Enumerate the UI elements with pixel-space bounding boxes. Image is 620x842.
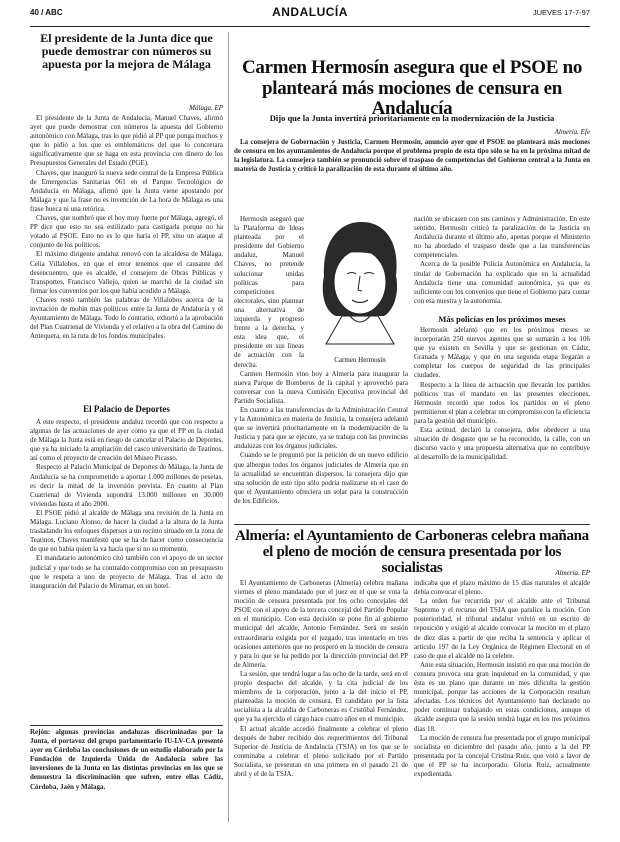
left-paragraph: Respecto al Palacio Municipal de Deportes de Málaga, la Junta de Andalucía se ha comprometido a aportar 1.000 millones de pesetas, es decir la mitad de la inversión prevista. En cuanto al Plan Cuatrienal de Vivienda supondrá 13.000 millones en 30.000 viviendas hasta el año 2000. — [30, 463, 223, 508]
left-subhead: El Palacio de Deportes — [83, 404, 170, 414]
second-paragraph: La sesión, que tendrá lugar a las ocho de la tarde, será en el propio despacho del alcalde, y la cita judicial de los miembros de la corporación, junto a la del inicio el PP, planteadas la moción de censura. El candidato por la lista socialista a la alcaldía de Carboneras es Cristóbal Fernández, que ya ha ejercido el cargo hace cuatro años en el municipio. — [234, 669, 408, 724]
main-paragraph: Carmen Hermosín vino hoy a Almería para inaugurar la nueva Parque de Bomberos de la capital y aprovechó para conversar con la nueva Comisión Ejecutiva provincial del Partido Socialista. — [234, 369, 408, 405]
main-column-2a — [414, 215, 590, 310]
issue-date: JUEVES 17-7-97 — [532, 8, 590, 17]
left-paragraph: El mandatario autonómico citó también con el apoyo de un sector judicial y que todo se ha contraído compromiso con un presupuesto que le respeta a uno de proyecto de Málaga. Tras el acto de inauguración del Palacio de Miramar, en un hotel. — [30, 554, 223, 590]
main-paragraph: En cuanto a las transferencias de la Administración Central y la Autonómica en materia de Justicia, la consejera adelantó que se invertirá prioritariamente en la modernización de la Justicia y para que se ejecute, ya se trabaja con las provincias andaluzas con los órganos judiciales. — [234, 405, 408, 451]
second-paragraph: El actual alcalde accedió finalmente a celebrar el pleno después de haber recibido dos requerimientos del Tribunal Superior de Justicia de Andalucía (TSJA) en los que se le conminaba a celebrar el pleno solicitado por el Partido Socialista, se presentan en una primera en el pasado 21 de abril y el de la TSJA. — [234, 724, 408, 778]
main-lead — [234, 138, 590, 212]
story-divider — [234, 524, 590, 525]
main-subhead: Más policías en los próximos meses — [438, 314, 566, 324]
box-text: Rejón: algunas provincias andaluzas discriminadas por la Junta, el portavoz del grupo parlamentario IU-LV-CA presentó ayer en Córdoba las conclusiones de un estudio elaborado por la Fundación de Izquierda Unida de Andalucía sobre las inversiones de la Junta en las distintas provincias en los que se demuestra la discriminación que sufren, entre ellas Cádiz, Córdoba, Jaén y Málaga. — [30, 728, 223, 791]
column-divider — [228, 32, 229, 822]
main-subtitle: Dijo que la Junta invertirá prioritariamente en la modernización de la Justicia — [269, 113, 555, 123]
second-column-2 — [414, 579, 590, 819]
portrait-caption: Carmen Hermosín — [334, 356, 386, 364]
section-title: ANDALUCÍA — [272, 5, 348, 19]
left-headline: El presidente de la Junta dice que puede demostrar con números su apuesta por la mejora de Málaga — [40, 31, 213, 71]
main-headline: Carmen Hermosín asegura que el PSOE no planteará más mociones de censura en Andalucía — [241, 57, 583, 120]
left-paragraph: El presidente de la Junta de Andalucía, Manuel Chaves, afirmó ayer que puede demostrar con números la apuesta del Gobierno autonómico con Málaga, tras lo que pidió al PP que ponga muchos y que lo pidió a los que es emblemáticos del que lo concretara significativamente que se haga en esta provincia con dinero de los Presupuestos Generales del Estado (PGE). — [30, 114, 223, 168]
left-paragraph: Chaves restó también las palabras de Villalobos acerca de la invitación de mohín mas políticos entre la Junta de Andalucía y el Ayuntamiento de Málaga. Todo lo contrario, exhortó a la aprobación del Plan Cuatrienal de Vivienda y el relativo a la obra del Camino de Antequera, en la ruta de los fondos municipales. — [30, 295, 223, 341]
second-paragraph: El Ayuntamiento de Carboneras (Almería) celebra mañana viernes el pleno mandatado por el juez en el que se vota la moción de censura presentada por los ocho concejales del PSOE con el apoyo de la tercera concejal del Partido Popular en el municipio. Con esta decisión se pone fin al gobierno municipal del alcalde, Antonio Fernández. Será en sesión extraordinaria exigida por el juzgado, tras intentarlo en tres ocasiones anteriores que no prosperó en la moción de censura y para lo que se ha pedido por la dirección provincial del PP de Almería. — [234, 579, 408, 669]
second-headline: Almería: el Ayuntamiento de Carboneras celebra mañana el pleno de moción de censura presentada por los socialistas — [235, 528, 589, 577]
second-paragraph: indicaba que el plazo máximo de 15 días naturales el alcalde debía convocar el pleno. — [414, 579, 590, 597]
second-paragraph: Ante esta situación, Hermosín insistió en que una moción de censura provoca una gran inquietud en la comunidad, y que ésta es un plano que durante un mes dificulta la gestión municipal, porque las acciones de la Corporación resultan afectadas. Los técnicos del Ayuntamiento han declarado no poder continuar trabajando en estas condiciones, aunque el alcalde asegura que la sesión tendrá lugar en los tres próximos días 18. — [414, 660, 590, 733]
main-paragraph: Acerca de la posible Policía Autonómica en Andalucía, la titular de Gobernación ha explicado que en la actualidad Andalucía tiene una comunidad autonómica, ya que es suficiente con los convenios que tiene el Gobierno para contar con esa nuestra y la autonomía. — [414, 260, 590, 305]
box-rule — [30, 725, 223, 726]
main-paragraph: Cuando se le preguntó por la petición de un nuevo edificio que albergue todos los órganos judiciales de Almería que en la actualidad se encuentran dispersos, la consejera dijo que una solución de este tipo sólo podría realizarse en el caso de que el Ayuntamiento ofreciera un solar para la construcción de los Edificios. — [234, 451, 408, 505]
main-column-2b — [414, 326, 590, 520]
left-paragraph: Chaves, que nombró que el hoy muy fuerte por Málaga, agregó, el PP dice que esto no sea estilizado para castigarla porque no ha votado al PSOE. Esto no es lo que haría el PP, sino un ataque al conjunto de los políticos. — [30, 214, 223, 250]
main-paragraph: Esta actitud, declaró la consejera, debe obedecer a una situación de desgaste que se ha reconocido, la calle, con un discurso vacío y una propuesta alternativa que no contribuye al desarrollo de la municipalidad. — [414, 426, 590, 462]
second-paragraph: La moción de censura fue presentada por el grupo municipal socialista en diciembre del pasado año, junto a la del PP presentada por la concejal Cristina Ruiz, que votó a favor de que el PP se ha incorporado. Gloria Ruiz, actualmente expedientada. — [414, 733, 590, 778]
left-paragraph: El PSOE pidió al alcalde de Málaga una revisión de la Junta en Málaga. Luciano Alonso, de hacer la ciudad a la altura de la Junta trasladando los enfoques dispersos a un recinto situado en la zona de Teatinos, Chaves manifestó que se ha de hacer como consecuencia de que no había quien la va hacía que si no su momento. — [30, 508, 223, 554]
portrait-illustration — [314, 216, 406, 346]
left-body-1 — [30, 114, 223, 399]
left-paragraph: Chaves, que inauguró la nueva sede central de la Empresa Pública de Emergencias Sanitarias 061 en el Parque Tecnológico de Andalucía en Málaga, afirmó que la Junta viene apostando por Málaga y que la frase no es invención de La hora de Málaga es una frase hueca ni una retórica. — [30, 168, 223, 213]
main-place: Almería. Efe — [554, 128, 590, 136]
main-paragraph: Hermosín aseguró que la Plataforma de Ideas planteada por el presidente del Gobierno andaluz, Manuel Chaves, no pretende solucionar unidas políticas para competiciones electorales, sino plantear una alternativa de izquierda y progreso frente a la derecha, y esta idea que, el presidente en sus líneas de actuación con la derecha. — [234, 215, 304, 369]
second-column-1 — [234, 579, 408, 819]
left-place: Málaga. EP — [189, 104, 223, 112]
main-paragraph: Hermosín adelantó que en los próximos meses se incorporarán 250 nuevos agentes que se sumarán a los 106 que ya existen en Sevilla y que se gestionan en Cádiz, Granada y Málaga, y que en una segunda etapa llegarán a completar los cuerpos de seguridad de las principales ciudades. — [414, 326, 590, 380]
main-paragraph: Respecto a la línea de actuación que llevarán los partidos políticos tras el mandato en las presentes elecciones, Hermosín recordó que todos los partidos en el pleno permitieron el plan a celebrar un compromiso con la eficiencia para la gestión del municipio. — [414, 380, 590, 425]
second-paragraph: La orden fue recurrida por el alcalde ante el Tribunal Supremo y el recurso del TSJA que paralice la moción. Con posterioridad, el tribunal andaluz volvió en un escrito de reposición y exigió al alcalde convocar la moción en el plazo de diez días a partir de que reciba la sentencia y aplicar el artículo 197 de la Ley Orgánica de Régimen Electoral en el caso de que el alcalde no la celebre. — [414, 597, 590, 660]
page-number: 40 / ABC — [30, 8, 63, 17]
left-paragraph: El máximo dirigente andaluz renovó con la alcaldesa de Málaga, Celia Villalobos, en que el error tenemos que el causante del desencuentro, que es alcalde, el consejero de Obras Públicas y Transportes, Francisco Vallejo, quien se marchó de la ciudad sin firmar los convenios por los que había acudido a Málaga. — [30, 250, 223, 295]
second-place: Almería. EP — [555, 569, 590, 577]
main-paragraph: nación se ubicasen con sus caminos y Administración. En este sentido, Hermosín criticó la paralización de la Justicia en Andalucía durante el último año, apenas porque el Ministerio no ha abordado el traspaso desde que a las transferencias competenciales. — [414, 215, 590, 260]
lead-paragraph: La consejera de Gobernación y Justicia, Carmen Hermosín, anunció ayer que el PSOE no planteará más mociones de censura en los ayuntamientos de Andalucía porque el problema propio de esta tipo sólo se ha en la próxima mitad de la legislatura. La consejera también se pronunció sobre el traspaso de competencias del Gobierno central a la Junta en materia de Justicia y criticó la paralización de esta durante el último año. — [234, 138, 590, 174]
left-body-2 — [30, 418, 223, 723]
left-box — [30, 728, 223, 818]
left-paragraph: A este respecto, el presidente andaluz recordó que con respecto a algunas de las actuaciones de ayer como ya que el PP en la ciudad de Málaga la Junta está en riesgo de cancelar el Palacio de Deportes, que ya ha iniciado la ampliación del casco universitario de Teatinos, así como el proyecto de creación del Museo Picasso. — [30, 418, 223, 463]
